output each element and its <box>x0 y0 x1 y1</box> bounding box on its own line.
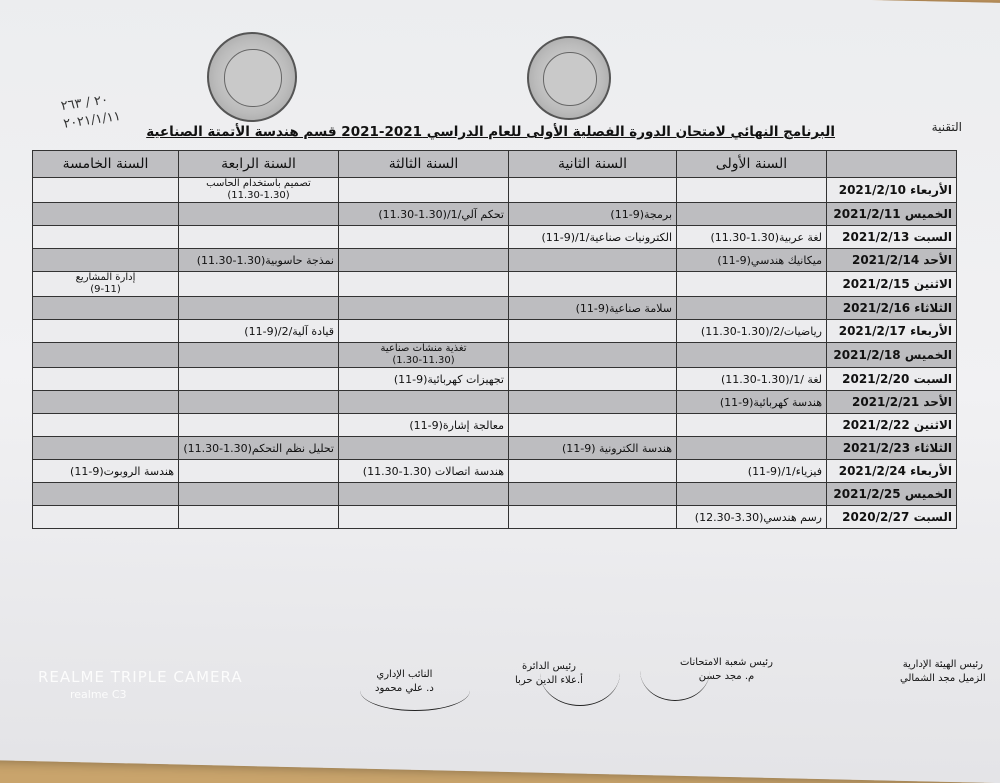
table-row <box>33 437 957 460</box>
exam-cell-year-4 <box>179 178 339 203</box>
signature-deputy: النائب الإداري د. علي محمود <box>375 669 434 694</box>
exam-cell-year-2 <box>509 249 677 272</box>
table-row <box>33 483 957 506</box>
signature-scrawl <box>640 640 710 701</box>
table-row <box>33 272 957 297</box>
exam-cell-year-5: هندسة الروبوت(9-11) <box>33 460 179 483</box>
exam-schedule-table <box>32 150 957 529</box>
exam-cell-year-5 <box>33 320 179 343</box>
exam-date: السبت 2021/2/20 <box>827 368 957 391</box>
exam-date: السبت 2021/2/13 <box>827 226 957 249</box>
table-row <box>33 414 957 437</box>
page-title: البرنامج النهائي لامتحان الدورة الفصلية الأولى للعام الدراسي 2021-2021 قسم هندسة الأتمتة الصناعية <box>146 124 835 140</box>
exam-cell-year-2: الكترونيات صناعية/1/(9-11) <box>509 226 677 249</box>
exam-cell-year-5 <box>33 483 179 506</box>
camera-watermark: REALME TRIPLE CAMERA <box>38 668 243 686</box>
header-year-4: السنة الرابعة <box>179 151 339 178</box>
exam-cell-year-2 <box>509 272 677 297</box>
table-header-row <box>33 151 957 178</box>
exam-cell-year-2 <box>509 460 677 483</box>
exam-cell-year-4 <box>179 203 339 226</box>
header-year-2: السنة الثانية <box>509 151 677 178</box>
exam-cell-year-5 <box>33 506 179 529</box>
exam-cell-year-3 <box>339 391 509 414</box>
exam-cell-year-4 <box>179 297 339 320</box>
exam-cell-year-1 <box>677 297 827 320</box>
exam-cell-year-1: فيزياء/1/(9-11) <box>677 460 827 483</box>
exam-cell-year-3 <box>339 343 509 368</box>
exam-cell-year-1: رسم هندسي(3.30-12.30) <box>677 506 827 529</box>
exam-date: الأربعاء 2021/2/10 <box>827 178 957 203</box>
exam-cell-year-5 <box>33 368 179 391</box>
exam-cell-year-1 <box>677 414 827 437</box>
exam-cell-year-2 <box>509 414 677 437</box>
exam-cell-year-3: تحكم آلي/1/(1.30-11.30) <box>339 203 509 226</box>
exam-cell-year-1 <box>677 272 827 297</box>
exam-date: السبت 2020/2/27 <box>827 506 957 529</box>
exam-subject: إدارة المشاريع <box>75 272 136 283</box>
signature-exam-head: رئيس شعبة الامتحانات م. مجد حسن <box>680 657 773 682</box>
exam-date: الثلاثاء 2021/2/23 <box>827 437 957 460</box>
table-row <box>33 297 957 320</box>
table-row <box>33 226 957 249</box>
exam-cell-year-4 <box>179 368 339 391</box>
exam-date: الأحد 2021/2/14 <box>827 249 957 272</box>
signature-admin-head: رئيس الهيئة الإدارية الزميل مجد الشمالي <box>900 659 986 684</box>
exam-cell-year-1: هندسة كهربائية(9-11) <box>677 391 827 414</box>
table-row <box>33 368 957 391</box>
exam-cell-year-2 <box>509 320 677 343</box>
table-row <box>33 460 957 483</box>
exam-cell-year-1 <box>677 343 827 368</box>
header-year-5: السنة الخامسة <box>33 151 179 178</box>
exam-cell-year-2: هندسة الكترونية (9-11) <box>509 437 677 460</box>
exam-date: الاثنين 2021/2/15 <box>827 272 957 297</box>
exam-cell-year-2 <box>509 368 677 391</box>
exam-cell-year-1: رياضيات/2/(1.30-11.30) <box>677 320 827 343</box>
exam-cell-year-4 <box>179 226 339 249</box>
exam-date: الأربعاء 2021/2/17 <box>827 320 957 343</box>
header-date <box>827 151 957 178</box>
exam-cell-year-4 <box>179 343 339 368</box>
exam-cell-year-1 <box>677 483 827 506</box>
exam-cell-year-4 <box>179 506 339 529</box>
exam-cell-year-2: برمجة(9-11) <box>509 203 677 226</box>
exam-cell-year-5 <box>33 178 179 203</box>
exam-cell-year-1: ميكانيك هندسي(9-11) <box>677 249 827 272</box>
exam-cell-year-2 <box>509 483 677 506</box>
exam-cell-year-5 <box>33 391 179 414</box>
exam-subject: تغذية منشآت صناعية <box>380 343 467 354</box>
table-row <box>33 178 957 203</box>
exam-time: (9-11) <box>90 284 121 295</box>
exam-time: (1.30-11.30) <box>392 355 455 366</box>
exam-cell-year-3: هندسة اتصالات (1.30-11.30) <box>339 460 509 483</box>
exam-cell-year-2 <box>509 391 677 414</box>
signature-scrawl <box>540 640 620 706</box>
exam-cell-year-5 <box>33 343 179 368</box>
exam-cell-year-1 <box>677 203 827 226</box>
exam-cell-year-3 <box>339 320 509 343</box>
exam-cell-year-5 <box>33 249 179 272</box>
header-year-1: السنة الأولى <box>677 151 827 178</box>
exam-time: (11.30-1.30) <box>227 190 290 201</box>
exam-cell-year-5 <box>33 226 179 249</box>
exam-date: الخميس 2021/2/25 <box>827 483 957 506</box>
exam-cell-year-4: نمذجة حاسوبية(1.30-11.30) <box>179 249 339 272</box>
exam-cell-year-4 <box>179 272 339 297</box>
exam-cell-year-4 <box>179 391 339 414</box>
table-row <box>33 391 957 414</box>
exam-date: الخميس 2021/2/18 <box>827 343 957 368</box>
table-row <box>33 506 957 529</box>
exam-cell-year-2 <box>509 343 677 368</box>
exam-date: الخميس 2021/2/11 <box>827 203 957 226</box>
exam-cell-year-5 <box>33 203 179 226</box>
exam-cell-year-5 <box>33 272 179 297</box>
table-row <box>33 249 957 272</box>
exam-cell-year-4 <box>179 483 339 506</box>
device-watermark: realme C3 <box>70 688 127 701</box>
exam-cell-year-3 <box>339 249 509 272</box>
exam-cell-year-3 <box>339 506 509 529</box>
table-row <box>33 343 957 368</box>
handwritten-reference: ٢٠ / ٢٦٣ ٢٠٢١/١/١١ <box>59 92 122 132</box>
corner-text: التقنية <box>931 120 962 134</box>
exam-cell-year-4 <box>179 460 339 483</box>
exam-cell-year-1: لغة عربية(1.30-11.30) <box>677 226 827 249</box>
exam-cell-year-3 <box>339 483 509 506</box>
exam-cell-year-5 <box>33 297 179 320</box>
header-year-3: السنة الثالثة <box>339 151 509 178</box>
exam-cell-year-3 <box>339 437 509 460</box>
exam-cell-year-5 <box>33 437 179 460</box>
exam-cell-year-4 <box>179 414 339 437</box>
university-logo <box>527 36 611 120</box>
exam-cell-year-3 <box>339 272 509 297</box>
exam-cell-year-2 <box>509 506 677 529</box>
student-union-logo <box>207 32 297 122</box>
exam-cell-year-3: معالجة إشارة(9-11) <box>339 414 509 437</box>
exam-cell-year-3 <box>339 178 509 203</box>
signature-department-head: رئيس الدائرة أ.علاء الدين حربا <box>515 661 583 686</box>
exam-cell-year-1 <box>677 437 827 460</box>
exam-cell-year-2 <box>509 178 677 203</box>
exam-date: الأحد 2021/2/21 <box>827 391 957 414</box>
exam-date: الثلاثاء 2021/2/16 <box>827 297 957 320</box>
table-row <box>33 320 957 343</box>
exam-cell-year-3 <box>339 226 509 249</box>
exam-cell-year-2: سلامة صناعية(9-11) <box>509 297 677 320</box>
exam-date: الأربعاء 2021/2/24 <box>827 460 957 483</box>
table-row <box>33 203 957 226</box>
exam-cell-year-4: تحليل نظم التحكم(1.30-11.30) <box>179 437 339 460</box>
exam-cell-year-1 <box>677 178 827 203</box>
exam-subject: تصميم باستخدام الحاسب <box>206 178 311 189</box>
signature-scrawl <box>360 670 470 711</box>
exam-cell-year-4: قيادة آلية/2/(9-11) <box>179 320 339 343</box>
exam-cell-year-3 <box>339 297 509 320</box>
exam-cell-year-1: لغة /1/(1.30-11.30) <box>677 368 827 391</box>
exam-cell-year-3: تجهيزات كهربائية(9-11) <box>339 368 509 391</box>
exam-cell-year-5 <box>33 414 179 437</box>
exam-date: الاثنين 2021/2/22 <box>827 414 957 437</box>
